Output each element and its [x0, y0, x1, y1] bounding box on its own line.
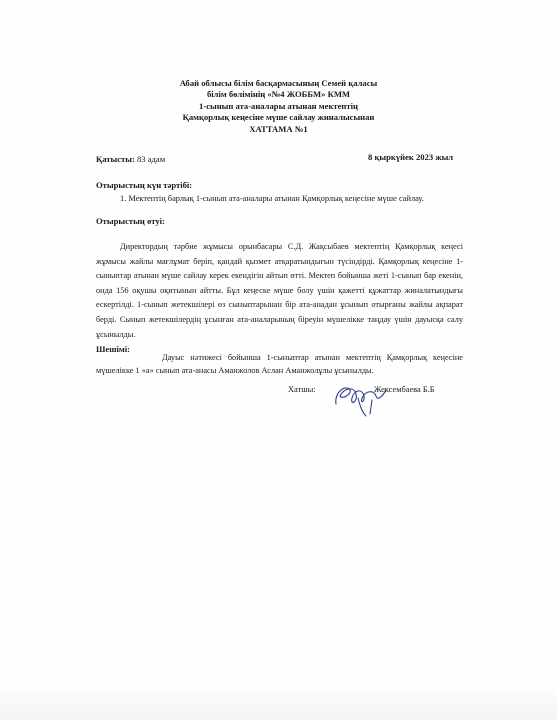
- header-line-2: білім бөлімінің «№4 ЖОББМ» КММ: [206, 89, 351, 100]
- agenda-item-1: 1. Мектептің барлық 1-сынып ата-аналары атынан Қамқорлық кеңесіне мүше сайлау.: [120, 194, 424, 203]
- scan-edge-shading: [0, 690, 557, 720]
- document-title: ХАТТАМА №1: [249, 123, 308, 134]
- proceedings-title: Отырыстың өтуі:: [96, 216, 165, 226]
- agenda-title: Отырыстың күн тәртібі:: [96, 180, 193, 190]
- proceedings-text: Директордың тәрбие жұмысы орынбасары С.Д. Жақсыбаев мектептің Қамқорлық кеңесі жұмысы жайлы мағлұмат беріп, қандай қызмет атқаратындығын түсіндірді. Қамқорлық кеңесіне 1-сыныптар атынан мүше сайлау керек екендігін айтып өтті. Мектеп бойынша жеті 1-сынып бар екенін, онда 156 оқушы оқитынын айтты. Бұл кеңеске мүше болу үшін қажетті құжаттар жиналатындығы ескертілді. 1-сынып жетекшілері өз сыныптарынан бір ата-анадан ұсынып отырғаны жайлы ақпарат берді. Сынып жетекшілердің ұсынған ата-аналарының біреуін мүшелікке таңдау үшін дауысқа салу ұсынылды.: [96, 242, 463, 339]
- attendance-value: 83 адам: [137, 154, 166, 164]
- secretary-label: Хатшы:: [288, 385, 316, 394]
- attendance-label: Қатысты:: [96, 154, 135, 164]
- meeting-date: 8 қыркүйек 2023 жыл: [368, 152, 454, 162]
- decision-title: Шешімі:: [96, 344, 130, 354]
- header-line-3: 1-сынып ата-аналары атынан мектептің: [199, 100, 358, 111]
- header-line-4: Қамқорлық кеңесіне мүше сайлау жиналысынан: [182, 112, 375, 123]
- handwritten-signature: [328, 376, 394, 420]
- attendance: [96, 154, 165, 164]
- header-line-1: Абай облысы білім басқармасының Семей қаласы: [179, 78, 378, 88]
- secretary-name: Жексембаева Б.Б: [374, 385, 435, 394]
- document-header: [0, 78, 557, 135]
- decision-text: Дауыс нәтижесі бойынша 1-сыныптар атынан мектептің Қамқорлық кеңесіне мүшелікке 1 «а» сынып ата-анасы Аманжолов Аслан Аманжолұлы ұсынылды.: [96, 353, 463, 375]
